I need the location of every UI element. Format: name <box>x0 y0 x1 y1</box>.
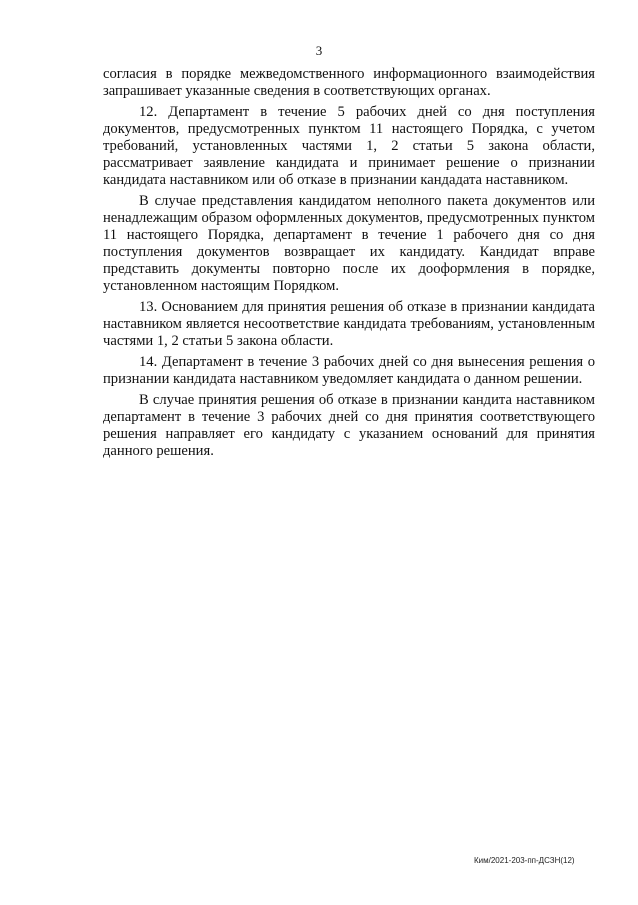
paragraph-continuation: согласия в порядке межведомственного информационного взаимодействия запрашивает указанные сведения в соответствующих органах. <box>103 66 595 99</box>
paragraph-item-12: 12. Департамент в течение 5 рабочих дней со дня поступления документов, предусмотренных пунктом 11 настоящего Порядка, с учетом требований, установленных частями 1, 2 статьи 5 закона области, рассматривает заявление кандидата и принимает решение о признании кандидата наставником или об отказе в признании кандадата наставником. <box>103 104 595 188</box>
paragraph-item-13: 13. Основанием для принятия решения об отказе в признании кандидата наставником является несоответствие кандидата требованиям, установленным частями 1, 2 статьи 5 закона области. <box>103 299 595 349</box>
document-body <box>103 66 595 464</box>
page-number: 3 <box>315 43 323 58</box>
footer-document-code: Ким/2021-203-пп-ДСЗН(12) <box>474 856 575 865</box>
paragraph-incomplete-documents: В случае представления кандидатом неполного пакета документов или ненадлежащим образом оформленных документов, предусмотренных пунктом 11 настоящего Порядка, департамент в течение 1 рабочего дня со дня поступления документов возвращает их кандидату. Кандидат вправе представить документы повторно после их дооформления в порядке, установленном настоящим Порядком. <box>103 193 595 294</box>
paragraph-item-14: 14. Департамент в течение 3 рабочих дней со дня вынесения решения о признании кандидата наставником уведомляет кандидата о данном решении. <box>103 354 595 387</box>
paragraph-refusal-decision: В случае принятия решения об отказе в признании кандита наставником департамент в течение 3 рабочих дней со дня принятия соответствующего решения направляет его кандидату с указанием оснований для принятия данного решения. <box>103 392 595 459</box>
